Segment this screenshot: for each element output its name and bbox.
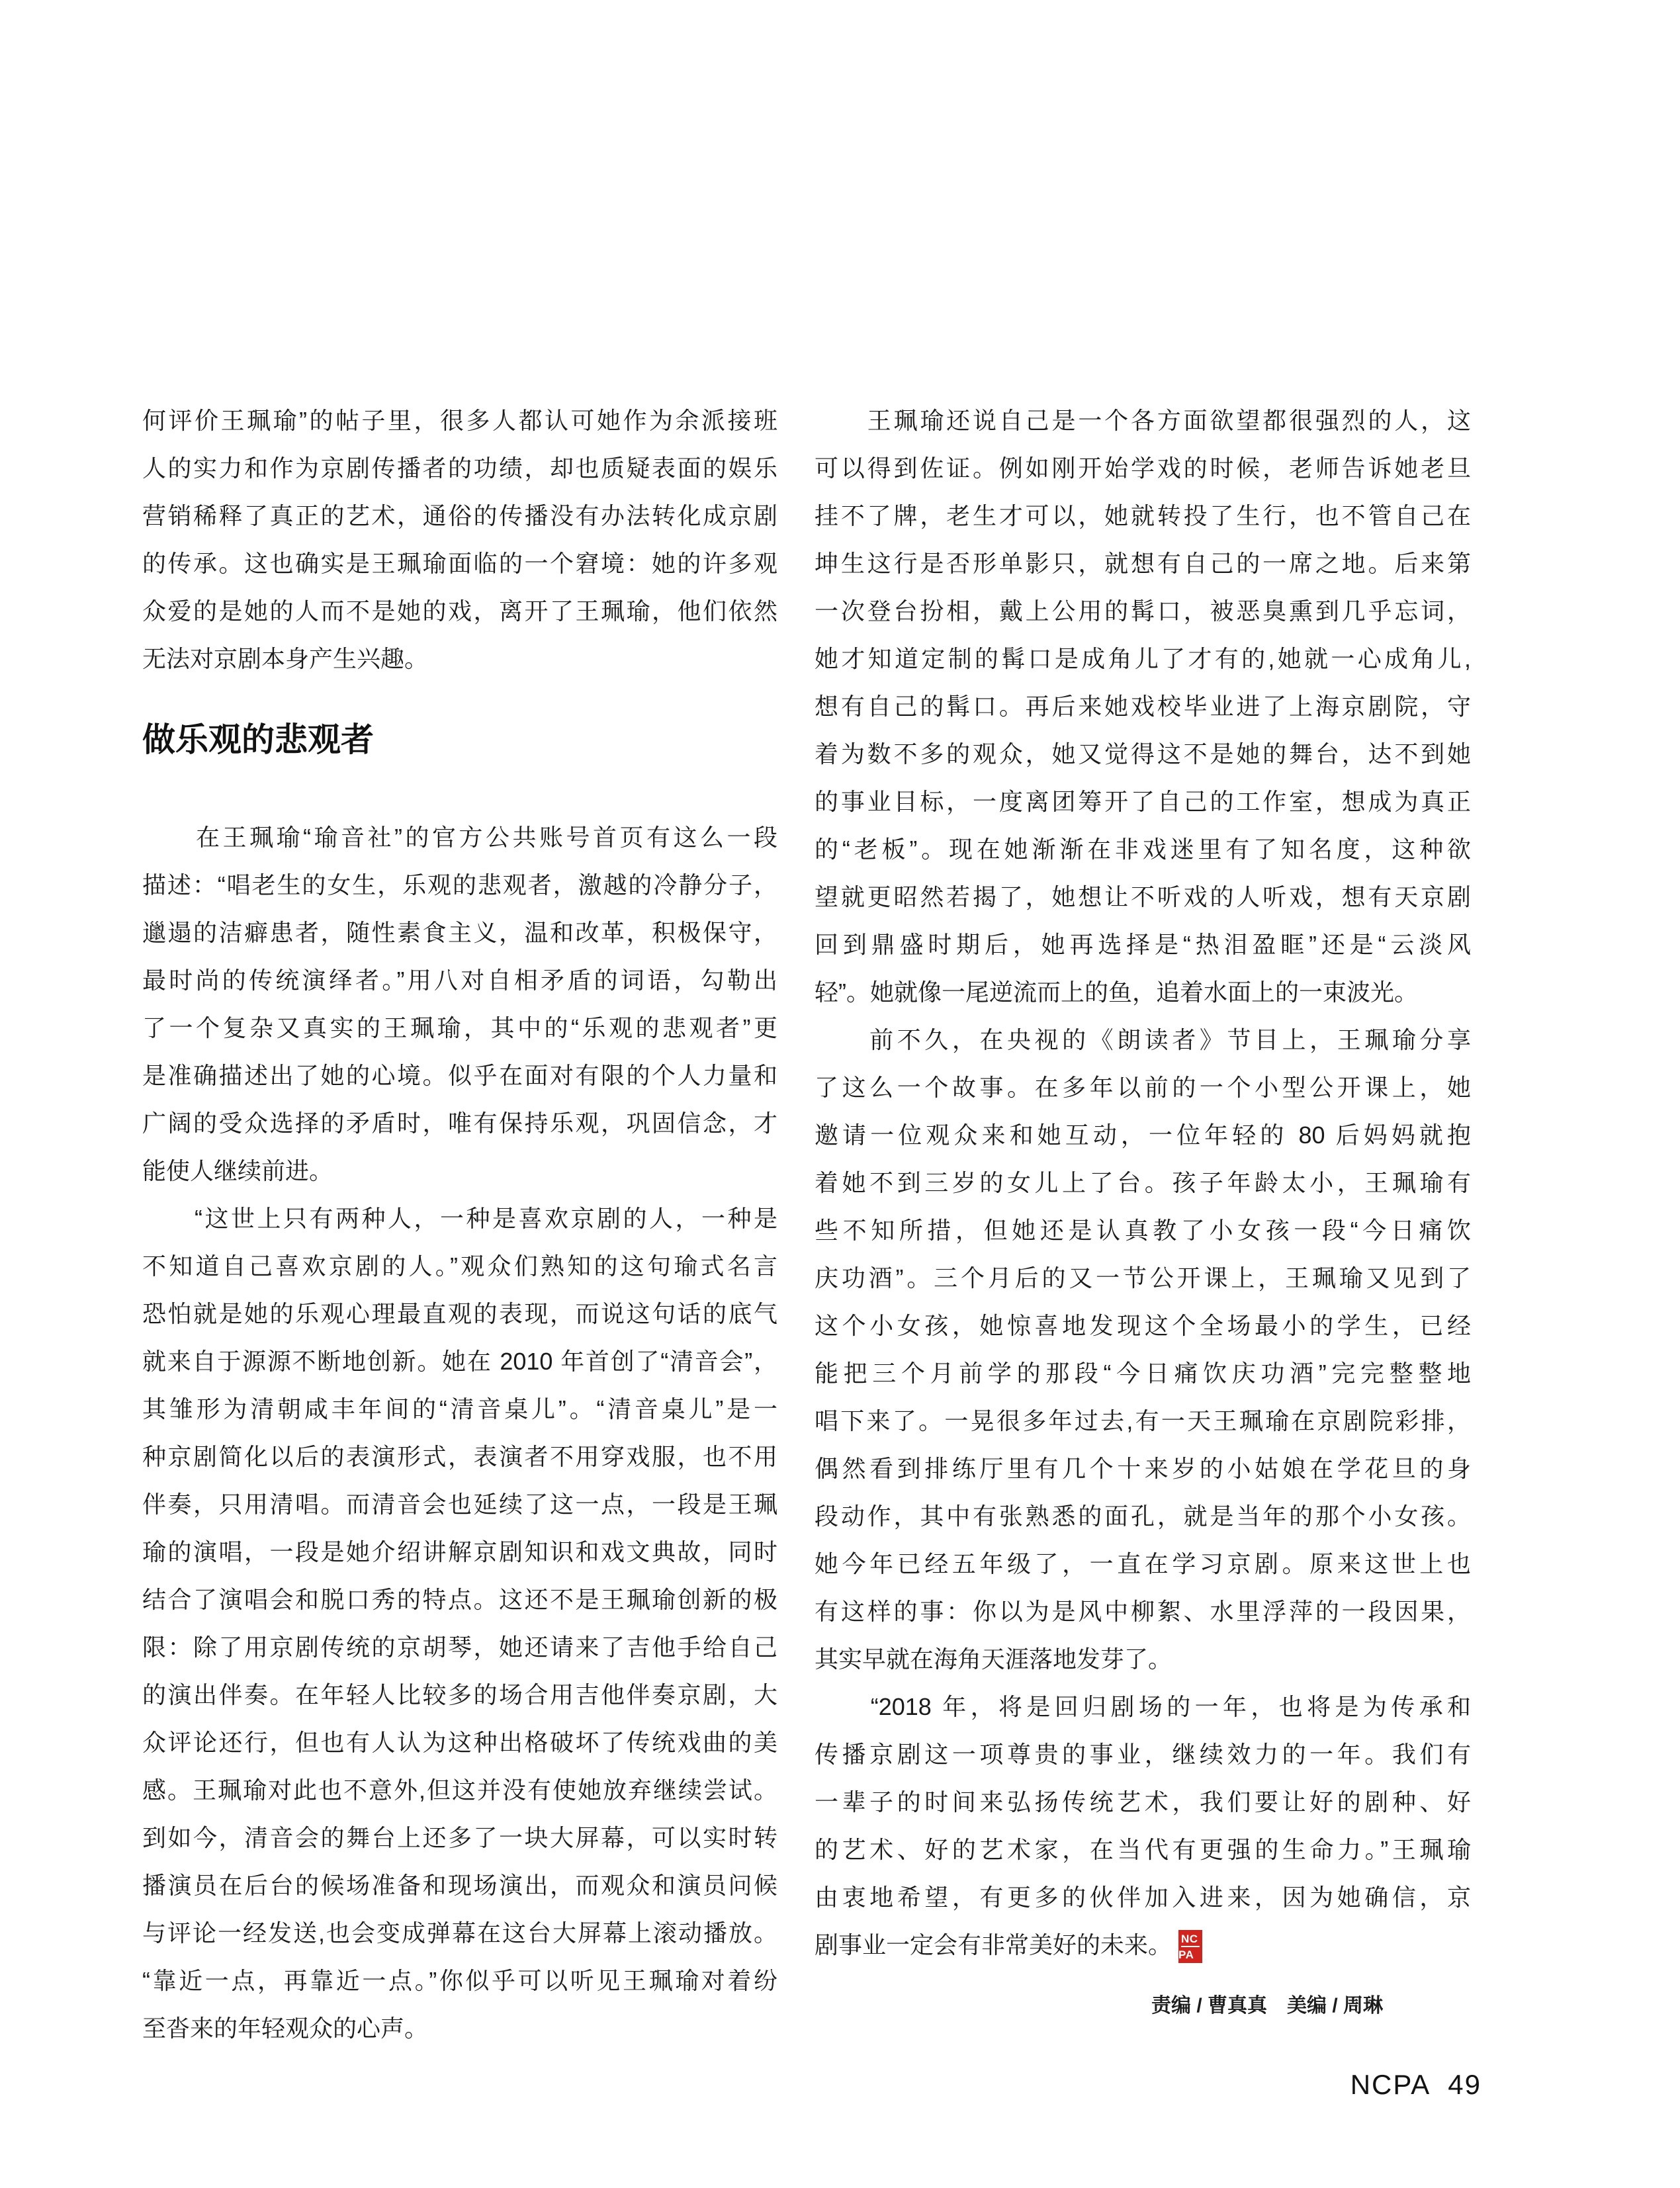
text-line: “2018 年，将是回归剧场的一年，也将是为传承和 <box>815 1693 1471 1720</box>
text-line: 就来自于源源不断地创新。她在 2010 年首创了“清音会”， <box>142 1348 777 1375</box>
article-body <box>142 397 1471 2052</box>
text-line: 人的实力和作为京剧传播者的功绩，却也质疑表面的娱乐 <box>142 455 777 482</box>
text-line: 是准确描述出了她的心境。似乎在面对有限的个人力量和 <box>142 1062 777 1089</box>
paragraph <box>815 397 1471 1016</box>
paragraph <box>142 397 777 683</box>
text-line: 着她不到三岁的女儿上了台。孩子年龄太小，王珮瑜有 <box>815 1169 1471 1196</box>
text-line: 其实早就在海角天涯落地发芽了。 <box>815 1645 1172 1673</box>
text-line: 一次登台扮相，戴上公用的髯口，被恶臭熏到几乎忘词， <box>815 597 1471 625</box>
text-line: 望就更昭然若揭了，她想让不听戏的人听戏，想有天京剧 <box>815 883 1471 910</box>
text-line: 有这样的事：你以为是风中柳絮、水里浮萍的一段因果， <box>815 1598 1471 1625</box>
text-line: 的演出伴奏。在年轻人比较多的场合用吉他伴奏京剧，大 <box>142 1681 777 1708</box>
magazine-name-label: NCPA <box>1350 2069 1431 2100</box>
page-footer <box>1350 2068 1481 2101</box>
text-line: 王珮瑜还说自己是一个各方面欲望都很强烈的人，这 <box>815 407 1471 434</box>
text-line: 最时尚的传统演绎者。”用八对自相矛盾的词语，勾勒出 <box>142 967 777 994</box>
text-line: “靠近一点，再靠近一点。”你似乎可以听见王珮瑜对着纷 <box>142 1967 777 1994</box>
text-line: 广阔的受众选择的矛盾时，唯有保持乐观，巩固信念，才 <box>142 1110 777 1137</box>
text-line: 在王珮瑜“瑜音社”的官方公共账号首页有这么一段 <box>142 824 777 851</box>
text-line: 播演员在后台的候场准备和现场演出，而观众和演员问候 <box>142 1872 777 1899</box>
text-line: 坤生这行是否形单影只，就想有自己的一席之地。后来第 <box>815 550 1471 577</box>
editor-credits: 责编 / 曹真真 美编 / 周琳 <box>1151 1995 1383 2017</box>
text-line: 能使人继续前进。 <box>142 1157 333 1184</box>
text-line: 传播京剧这一项尊贵的事业，继续效力的一年。我们有 <box>815 1741 1471 1768</box>
text-line: 着为数不多的观众，她又觉得这不是她的舞台，达不到她 <box>815 740 1471 767</box>
text-line: 感。王珮瑜对此也不意外,但这并没有使她放弃继续尝试。 <box>142 1776 777 1804</box>
text-line: 前不久，在央视的《朗读者》节目上，王珮瑜分享 <box>815 1026 1471 1053</box>
seal-text-top: NC <box>1181 1932 1200 1947</box>
text-line: 恐怕就是她的乐观心理最直观的表现，而说这句话的底气 <box>142 1300 777 1327</box>
text-line: 其雏形为清朝咸丰年间的“清音桌儿”。“清音桌儿”是一 <box>142 1395 777 1422</box>
text-line: 能把三个月前学的那段“今日痛饮庆功酒”完完整整地 <box>815 1360 1471 1387</box>
text-line: 不知道自己喜欢京剧的人。”观众们熟知的这句瑜式名言 <box>142 1252 777 1280</box>
text-line: 回到鼎盛时期后，她再选择是“热泪盈眶”还是“云淡风 <box>815 931 1471 958</box>
text-line: 她今年已经五年级了，一直在学习京剧。原来这世上也 <box>815 1550 1471 1577</box>
text-line: 一辈子的时间来弘扬传统艺术，我们要让好的剧种、好 <box>815 1788 1471 1816</box>
text-line: 众评论还行，但也有人认为这种出格破坏了传统戏曲的美 <box>142 1729 777 1756</box>
text-line: 的事业目标，一度离团筹开了自己的工作室，想成为真正 <box>815 788 1471 815</box>
text-line: 偶然看到排练厅里有几个十来岁的小姑娘在学花旦的身 <box>815 1455 1471 1482</box>
text-line: 想有自己的髯口。再后来她戏校毕业进了上海京剧院，守 <box>815 693 1471 720</box>
text-line: 轻”。她就像一尾逆流而上的鱼，追着水面上的一束波光。 <box>815 979 1418 1006</box>
text-line: 邋遢的洁癖患者，随性素食主义，温和改革，积极保守， <box>142 919 777 946</box>
text-line: 营销稀释了真正的艺术，通俗的传播没有办法转化成京剧 <box>142 502 777 529</box>
text-line: 至沓来的年轻观众的心声。 <box>142 2015 429 2042</box>
text-line: 段动作，其中有张熟悉的面孔，就是当年的那个小女孩。 <box>815 1503 1471 1530</box>
text-line: 了这么一个故事。在多年以前的一个小型公开课上，她 <box>815 1074 1471 1101</box>
seal-text-bottom: PA <box>1178 1948 1194 1961</box>
text-line: 瑜的演唱，一段是她介绍讲解京剧知识和戏文典故，同时 <box>142 1538 777 1565</box>
text-line: 伴奏，只用清唱。而清音会也延续了这一点，一段是王珮 <box>142 1491 777 1518</box>
text-line: 到如今，清音会的舞台上还多了一块大屏幕，可以实时转 <box>142 1824 777 1851</box>
paragraph <box>815 1683 1471 1969</box>
text-line: 与评论一经发送,也会变成弹幕在这台大屏幕上滚动播放。 <box>142 1919 777 1947</box>
text-line: 众爱的是她的人而不是她的戏，离开了王珮瑜，他们依然 <box>142 597 777 625</box>
text-line: 邀请一位观众来和她互动，一位年轻的 80 后妈妈就抱 <box>815 1121 1471 1149</box>
text-line: 何评价王珮瑜”的帖子里，很多人都认可她作为余派接班 <box>142 407 777 434</box>
left-column <box>142 397 777 2052</box>
paragraph <box>815 1016 1471 1683</box>
text-line: 的传承。这也确实是王珮瑜面临的一个窘境：她的许多观 <box>142 550 777 577</box>
page-number: 49 <box>1448 2069 1481 2100</box>
section-heading: 做乐观的悲观者 <box>142 721 374 758</box>
ncpa-seal-icon <box>1178 1930 1202 1963</box>
text-line: 限：除了用京剧传统的京胡琴，她还请来了吉他手给自己 <box>142 1634 777 1661</box>
text-line: 这个小女孩，她惊喜地发现这个全场最小的学生，已经 <box>815 1312 1471 1339</box>
text-line: 唱下来了。一晃很多年过去,有一天王珮瑜在京剧院彩排， <box>815 1407 1471 1434</box>
text-line: 的艺术、好的艺术家，在当代有更强的生命力。”王珮瑜 <box>815 1836 1471 1863</box>
text-line: 种京剧简化以后的表演形式，表演者不用穿戏服，也不用 <box>142 1443 777 1470</box>
text-line: 了一个复杂又真实的王珮瑜，其中的“乐观的悲观者”更 <box>142 1014 777 1041</box>
text-line: 可以得到佐证。例如刚开始学戏的时候，老师告诉她老旦 <box>815 455 1471 482</box>
text-line: 些不知所措，但她还是认真教了小女孩一段“今日痛饮 <box>815 1217 1471 1244</box>
text-line: 她才知道定制的髯口是成角儿了才有的,她就一心成角儿, <box>815 645 1471 672</box>
text-line: 结合了演唱会和脱口秀的特点。这还不是王珮瑜创新的极 <box>142 1586 777 1613</box>
text-line: 描述：“唱老生的女生，乐观的悲观者，激越的冷静分子， <box>142 871 777 898</box>
text-line: 由衷地希望，有更多的伙伴加入进来，因为她确信，京 <box>815 1884 1471 1911</box>
text-line: “这世上只有两种人，一种是喜欢京剧的人，一种是 <box>142 1205 777 1232</box>
paragraph <box>142 1195 777 2052</box>
text-line: 庆功酒”。三个月后的又一节公开课上，王珮瑜又见到了 <box>815 1264 1471 1291</box>
right-column <box>815 397 1471 1969</box>
text-line: 挂不了牌，老生才可以，她就转投了生行，也不管自己在 <box>815 502 1471 529</box>
text-line: 无法对京剧本身产生兴趣。 <box>142 645 429 672</box>
paragraph <box>142 814 777 1195</box>
text-line: 剧事业一定会有非常美好的未来。 $\frac{NC}{PA}$ <box>815 1921 1471 1969</box>
text-line: 的“老板”。现在她渐渐在非戏迷里有了知名度，这种欲 <box>815 836 1471 863</box>
